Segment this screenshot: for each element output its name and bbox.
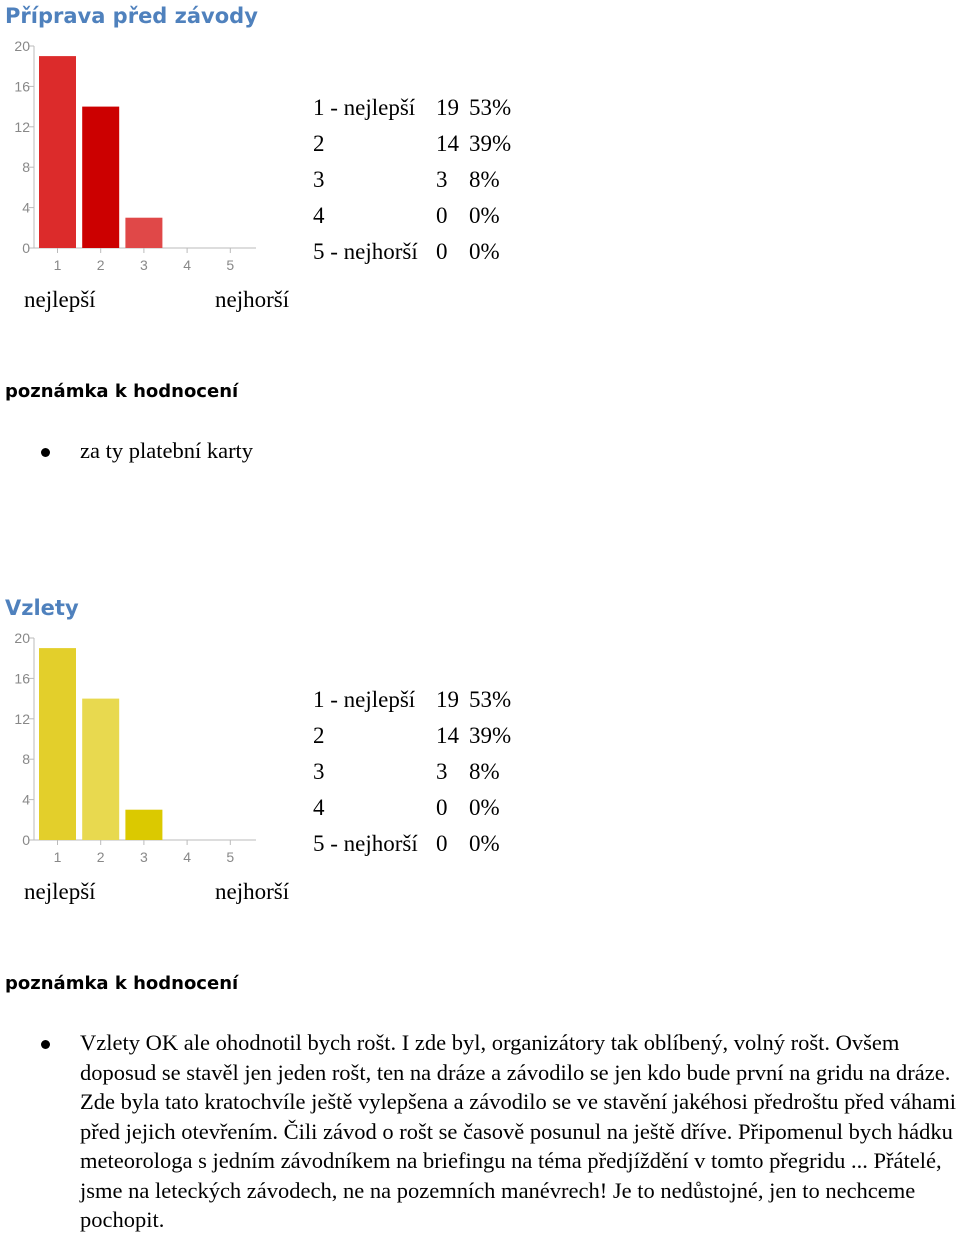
note-text: za ty platební karty xyxy=(80,438,254,463)
table-row xyxy=(313,126,511,162)
rating-count: 0 xyxy=(436,795,448,820)
notes-list xyxy=(0,1028,960,1235)
bar xyxy=(125,810,162,840)
rating-percent: 0% xyxy=(469,239,500,264)
rating-label: 2 xyxy=(313,131,325,156)
rating-count: 19 xyxy=(436,687,459,712)
x-tick-label: 5 xyxy=(226,257,235,273)
rating-percent: 0% xyxy=(469,831,500,856)
scale-best-label: nejlepší xyxy=(24,879,96,904)
rating-table xyxy=(313,90,511,270)
x-tick-label: 1 xyxy=(53,849,62,865)
y-tick-label: 16 xyxy=(14,670,30,687)
rating-count: 3 xyxy=(436,759,448,784)
rating-count: 14 xyxy=(436,131,459,156)
note-heading: poznámka k hodnocení xyxy=(5,381,239,402)
y-tick-label: 4 xyxy=(22,199,30,216)
x-tick-label: 3 xyxy=(140,849,148,865)
table-row xyxy=(313,198,511,234)
rating-label: 4 xyxy=(313,795,325,820)
list-item xyxy=(0,436,960,466)
scale-worst-label: nejhorší xyxy=(215,287,290,312)
bullet-icon xyxy=(41,448,50,457)
rating-table xyxy=(313,682,511,862)
rating-label: 5 - nejhorší xyxy=(313,239,418,264)
bar xyxy=(125,218,162,248)
rating-label: 3 xyxy=(313,759,325,784)
table-row xyxy=(313,790,511,826)
x-tick-label: 1 xyxy=(53,257,62,273)
scale-best-label: nejlepší xyxy=(24,287,96,312)
rating-label: 3 xyxy=(313,167,325,192)
table-row xyxy=(313,234,511,270)
table-row xyxy=(313,826,511,862)
table-row xyxy=(313,90,511,126)
bar xyxy=(82,699,119,840)
rating-label: 4 xyxy=(313,203,325,228)
y-tick-label: 4 xyxy=(22,791,30,808)
rating-label: 5 - nejhorší xyxy=(313,831,418,856)
bar xyxy=(39,56,76,248)
rating-label: 2 xyxy=(313,723,325,748)
section-heading: Vzlety xyxy=(5,596,79,620)
y-tick-label: 16 xyxy=(14,78,30,95)
y-tick-label: 0 xyxy=(22,832,30,848)
x-tick-label: 2 xyxy=(96,849,105,865)
rating-bar-chart xyxy=(0,622,300,902)
x-tick-label: 2 xyxy=(96,257,105,273)
rating-count: 0 xyxy=(436,239,448,264)
rating-percent: 8% xyxy=(469,167,500,192)
rating-percent: 0% xyxy=(469,203,500,228)
table-row xyxy=(313,718,511,754)
rating-percent: 0% xyxy=(469,795,500,820)
rating-percent: 53% xyxy=(469,95,512,120)
note-text: Vzlety OK ale ohodnotil bych rošt. I zde byl, organizátory tak oblíbený, volný rošt. Ovšem doposud se stavěl jen jeden rošt, ten na dráze a závodilo se jen kdo bude první na gridu na dráze. Zde byla tato kratochvíle ještě vylepšena a závodilo se ve stavění jakéhosi předroštu před váhami před jejich otevřením. Čili závod o rošt se časově posunul na ještě dříve. Připomenul bych hádku meteorologa s jedním závodníkem na briefingu na téma předjíždění v tomto přegridu ... Přátelé, jsme na leteckých závodech, ne na pozemních manévrech! Je to nedůstojné, jen to nechceme pochopit. xyxy=(80,1030,956,1232)
notes-list xyxy=(0,436,960,466)
x-tick-label: 4 xyxy=(183,849,191,865)
x-tick-label: 4 xyxy=(183,257,191,273)
y-tick-label: 12 xyxy=(14,710,30,727)
bullet-icon xyxy=(41,1040,50,1049)
rating-percent: 53% xyxy=(469,687,512,712)
y-tick-label: 8 xyxy=(22,159,30,176)
rating-percent: 8% xyxy=(469,759,500,784)
rating-label: 1 - nejlepší xyxy=(313,95,416,120)
table-row xyxy=(313,754,511,790)
y-tick-label: 12 xyxy=(14,118,30,135)
rating-label: 1 - nejlepší xyxy=(313,687,416,712)
rating-count: 0 xyxy=(436,831,448,856)
x-tick-label: 3 xyxy=(140,257,148,273)
section-heading: Příprava před závody xyxy=(5,4,258,28)
table-row xyxy=(313,682,511,718)
y-tick-label: 0 xyxy=(22,240,30,256)
rating-count: 0 xyxy=(436,203,448,228)
rating-percent: 39% xyxy=(469,131,512,156)
rating-percent: 39% xyxy=(469,723,512,748)
scale-worst-label: nejhorší xyxy=(215,879,290,904)
y-tick-label: 20 xyxy=(14,38,30,54)
rating-count: 14 xyxy=(436,723,459,748)
section-vzlety xyxy=(0,592,960,1235)
x-tick-label: 5 xyxy=(226,849,235,865)
y-tick-label: 8 xyxy=(22,751,30,768)
note-heading: poznámka k hodnocení xyxy=(5,973,239,994)
table-row xyxy=(313,162,511,198)
rating-bar-chart xyxy=(0,30,300,310)
list-item xyxy=(0,1028,960,1235)
rating-count: 19 xyxy=(436,95,459,120)
y-tick-label: 20 xyxy=(14,630,30,646)
bar xyxy=(82,107,119,248)
section-priprava xyxy=(0,0,960,480)
bar xyxy=(39,648,76,840)
rating-count: 3 xyxy=(436,167,448,192)
